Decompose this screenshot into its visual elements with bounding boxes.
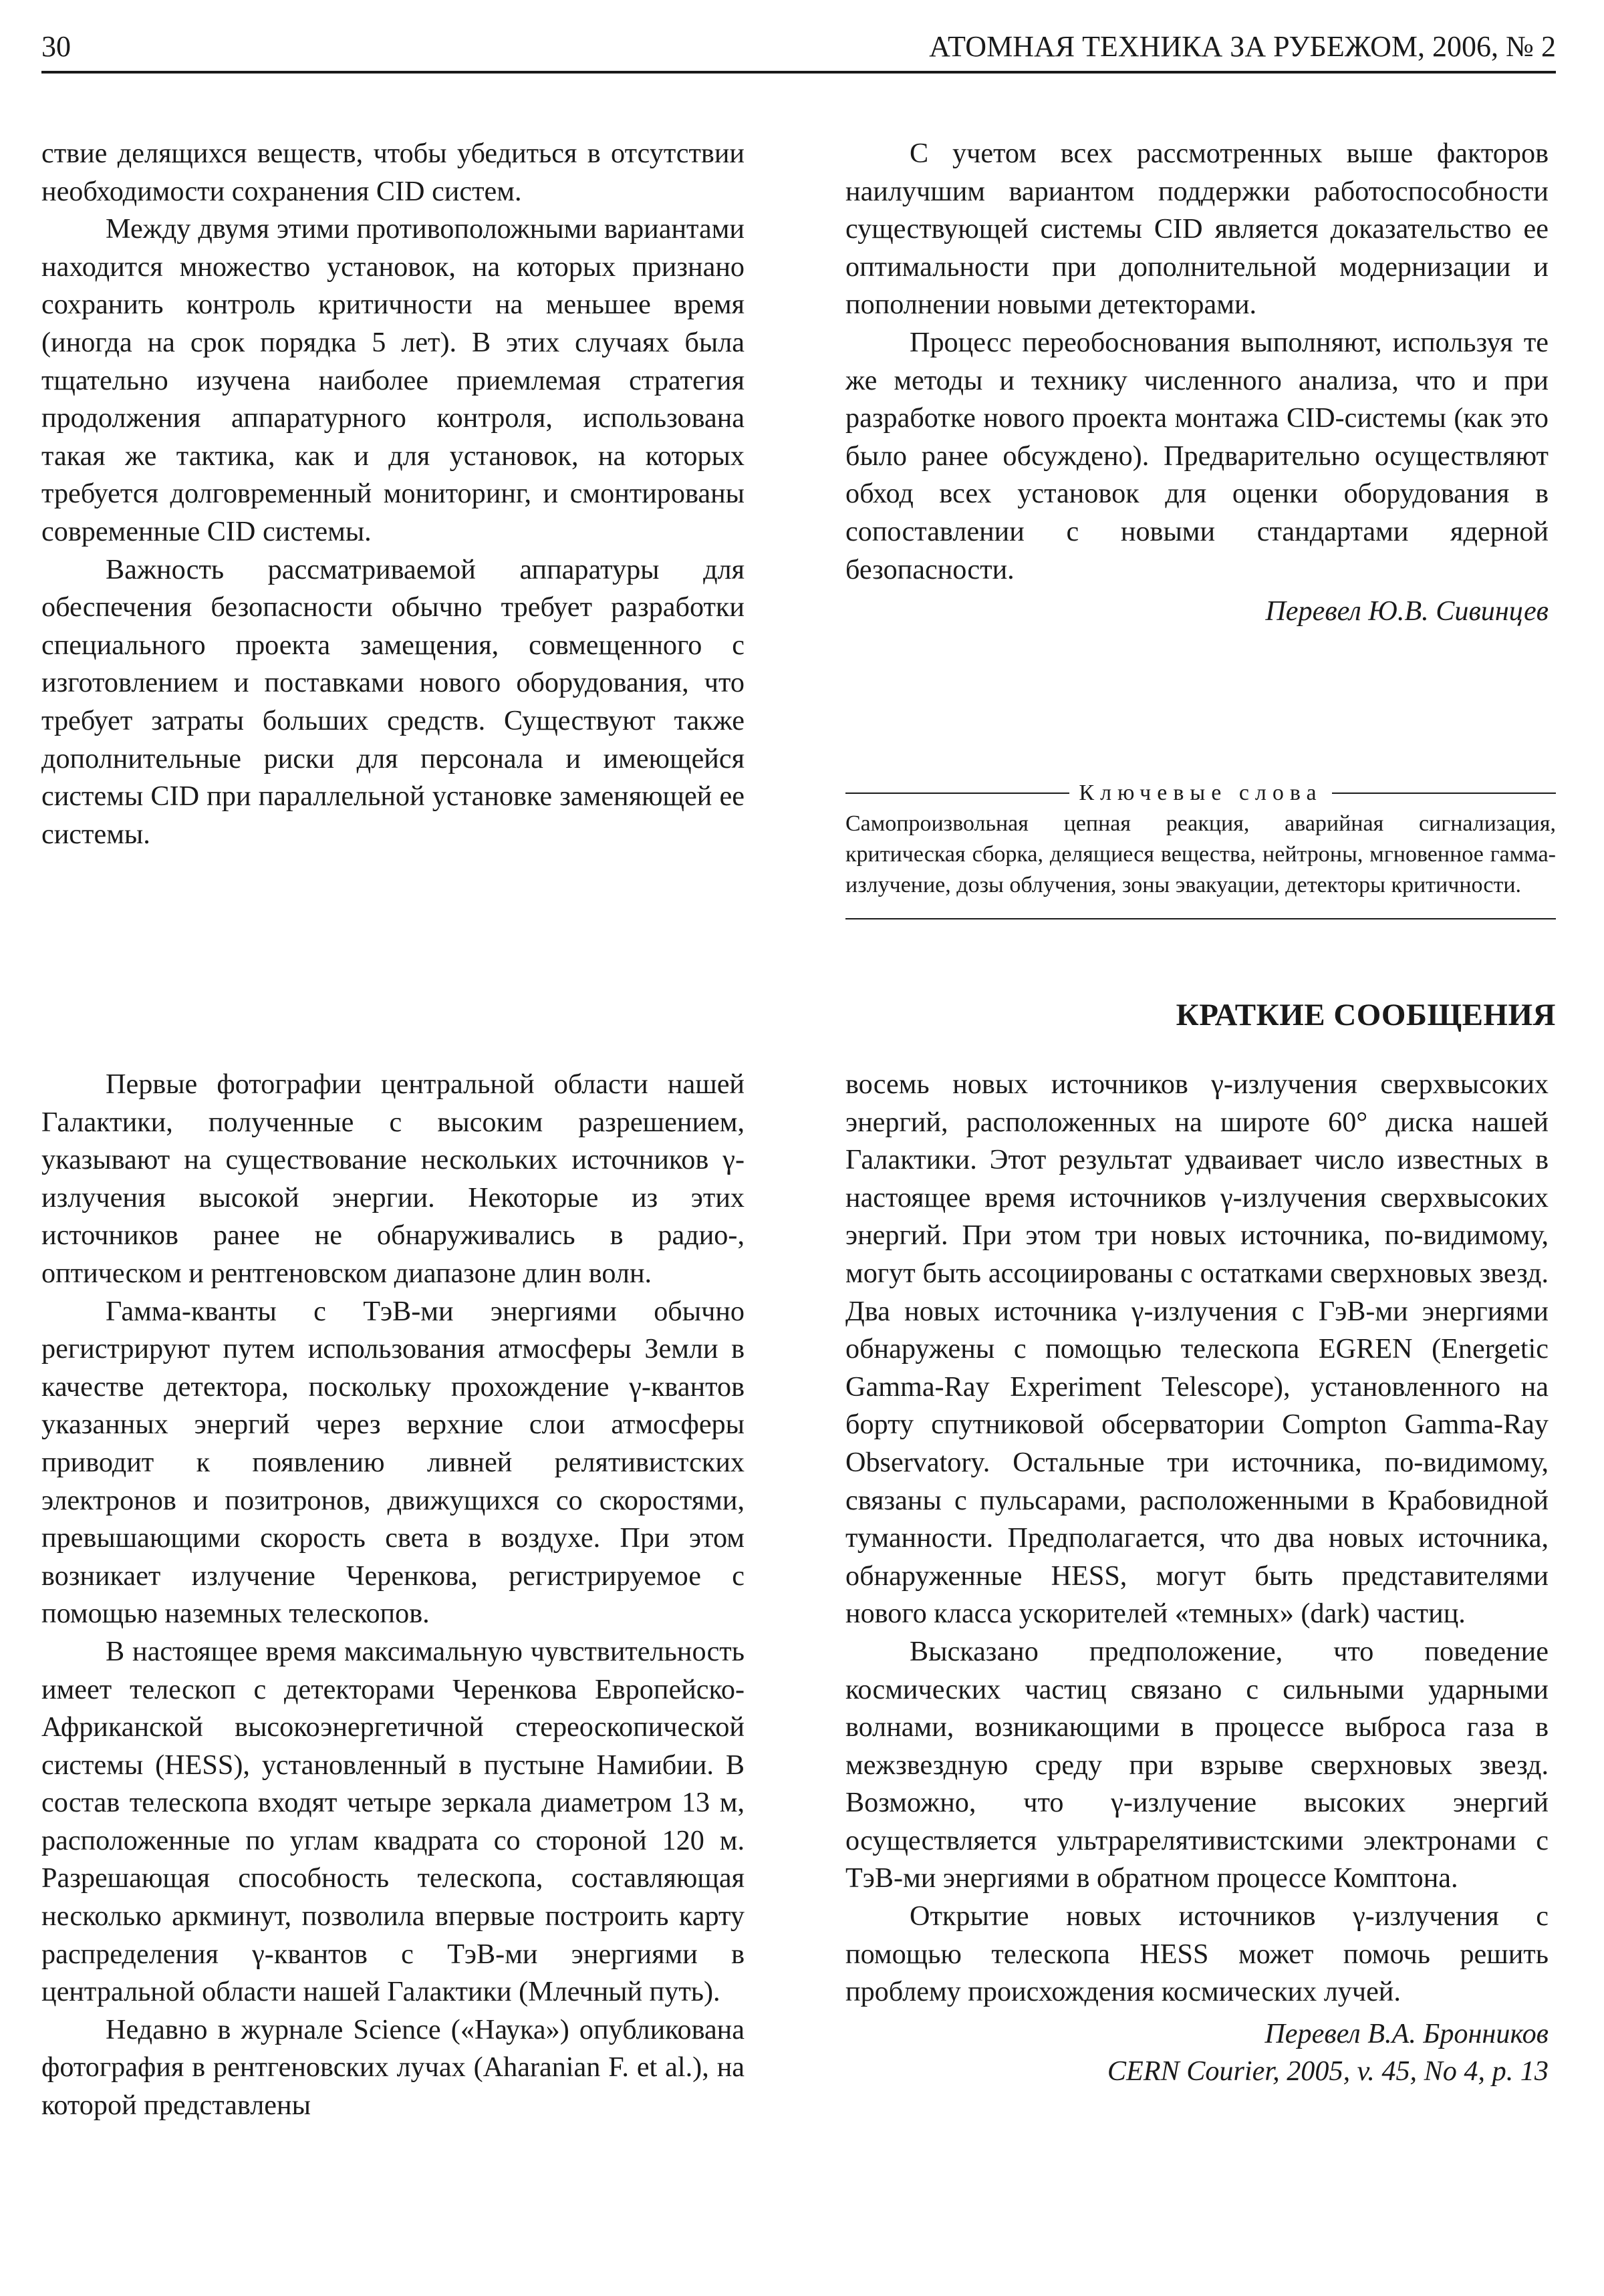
- paragraph: С учетом всех рассмотренных выше факторов наилучшим вариантом поддержки работоспособности существующей системы CID является доказательство ее оптимальности при дополнительной модернизации и пополнении новыми детекторами.: [845, 138, 1549, 321]
- keywords-bottom-rule: [845, 918, 1556, 919]
- paragraph: Процесс переобоснования выполняют, используя те же методы и технику численного анализа, что и при разработке нового проекта монтажа CID-системы (как это было ранее обсуждено). Предварительно осуществляют обход всех установок для оценки оборудования в сопоставлении с новыми стандартами ядерной безопасности.: [845, 326, 1549, 585]
- keywords-text: Самопроизвольная цепная реакция, аварийная сигнализация, критическая сборка, делящиеся вещества, нейтроны, мгновенное гамма-излучение, дозы облучения, зоны эвакуации, детекторы критичности.: [845, 811, 1556, 897]
- paragraph: ствие делящихся веществ, чтобы убедиться в отсутствии необходимости сохранения CID систем.: [41, 138, 745, 207]
- keywords-header: [845, 780, 1556, 806]
- keywords-title: Ключевые слова: [1079, 780, 1323, 805]
- top-left-column: [41, 135, 745, 853]
- source-citation: CERN Courier, 2005, v. 45, No 4, p. 13: [1107, 2055, 1549, 2088]
- paragraph: Важность рассматриваемой аппаратуры для обеспечения безопасности обычно требует разработки специального проекта замещения, совмещенного с изготовлением и поставками нового оборудования, что требует затраты больших средств. Существуют также дополнительные риски для персонала и имеющейся системы CID при параллельной установке заменяющей ее системы.: [41, 553, 745, 850]
- keywords-rule-left: [845, 793, 1069, 794]
- paragraph: восемь новых источников γ-излучения сверхвысоких энергий, расположенных на широте 60° диска нашей Галактики. Этот результат удваивает число известных в настоящее время источников γ-излучения сверхвысоких энергий. При этом три новых источника, по-видимому, могут быть ассоциированы с остатками сверхновых звезд. Два новых источника γ-излучения с ГэВ-ми энергиями обнаружены с помощью телескопа EGREN (Energetic Gamma-Ray Experiment Telescope), установленного на борту спутниковой обсерватории Compton Gamma-Ray Observatory. Остальные три источника, по-видимому, связаны с пульсарами, расположенными в Крабовидной туманности. Предполагается, что два новых источника, обнаруженные HESS, могут быть представителями нового класса ускорителей «темных» (dark) частиц.: [845, 1068, 1549, 1630]
- running-head: АТОМНАЯ ТЕХНИКА ЗА РУБЕЖОМ, 2006, № 2: [929, 30, 1556, 63]
- paragraph: Гамма-кванты с ТэВ-ми энергиями обычно регистрируют путем использования атмосферы Земли в качестве детектора, поскольку прохождение γ-квантов указанных энергий через верхние слои атмосферы приводит к появлению ливней релятивистских электронов и позитронов, движущихся со скоростями, превышающими скорость света в воздухе. При этом возникает излучение Черенкова, регистрируемое с помощью наземных телескопов.: [41, 1295, 745, 1630]
- paragraph: Открытие новых источников γ-излучения с помощью телескопа HESS может помочь решить проблему происхождения космических лучей.: [845, 1900, 1549, 2008]
- keywords-box: [845, 780, 1556, 919]
- paragraph: Недавно в журнале Science («Наука») опубликована фотография в рентгеновских лучах (Aharanian F. et al.), на которой представлены: [41, 2013, 745, 2122]
- keywords-rule-right: [1332, 793, 1556, 794]
- paragraph: В настоящее время максимальную чувствительность имеет телескоп с детекторами Черенкова Европейско-Африканской высокоэнергетичной стереоскопической системы (HESS), установленный в пустыне Намибии. В состав телескопа входят четыре зеркала диаметром 13 м, расположенные по углам квадрата со стороной 120 м. Разрешающая способность телескопа, составляющая несколько аркминут, позволила впервые построить карту распределения γ-квантов с ТэВ-ми энергиями в центральной области нашей Галактики (Млечный путь).: [41, 1635, 745, 2008]
- paragraph: Между двумя этими противоположными вариантами находится множество установок, на которых признано сохранить контроль критичности на меньшее время (иногда на срок порядка 5 лет). В этих случаях была тщательно изучена наиболее приемлемая стратегия продолжения аппаратурного контроля, использована такая же тактика, как и для установок, на которых требуется долговременный мониторинг, и смонтированы современные CID системы.: [41, 213, 745, 547]
- paragraph: Высказано предположение, что поведение космических частиц связано с сильными ударными волнами, возникающими в процессе выброса газа в межзвездную среду при взрыве сверхновых звезд. Возможно, что γ-излучение высоких энергий осуществляется ультрарелятивистскими электронами с ТэВ-ми энергиями в обратном процессе Комптона.: [845, 1635, 1549, 1894]
- paragraph: Первые фотографии центральной области нашей Галактики, полученные с высоким разрешением, указывают на существование нескольких источников γ-излучения высокой энергии. Некоторые из этих источников ранее не обнаруживались в радио-, оптическом и рентгеновском диапазоне длин волн.: [41, 1068, 745, 1289]
- translator-signature: Перевел Ю.В. Сивинцев: [1265, 595, 1549, 627]
- bottom-left-column: [41, 1066, 745, 2125]
- header-rule: [41, 71, 1556, 74]
- section-title: КРАТКИЕ СООБЩЕНИЯ: [1176, 998, 1556, 1032]
- page-number: 30: [41, 30, 71, 63]
- translator-signature: Перевел В.А. Бронников: [1264, 2017, 1549, 2049]
- bottom-right-column: [845, 1066, 1549, 2091]
- top-right-column: [845, 135, 1549, 631]
